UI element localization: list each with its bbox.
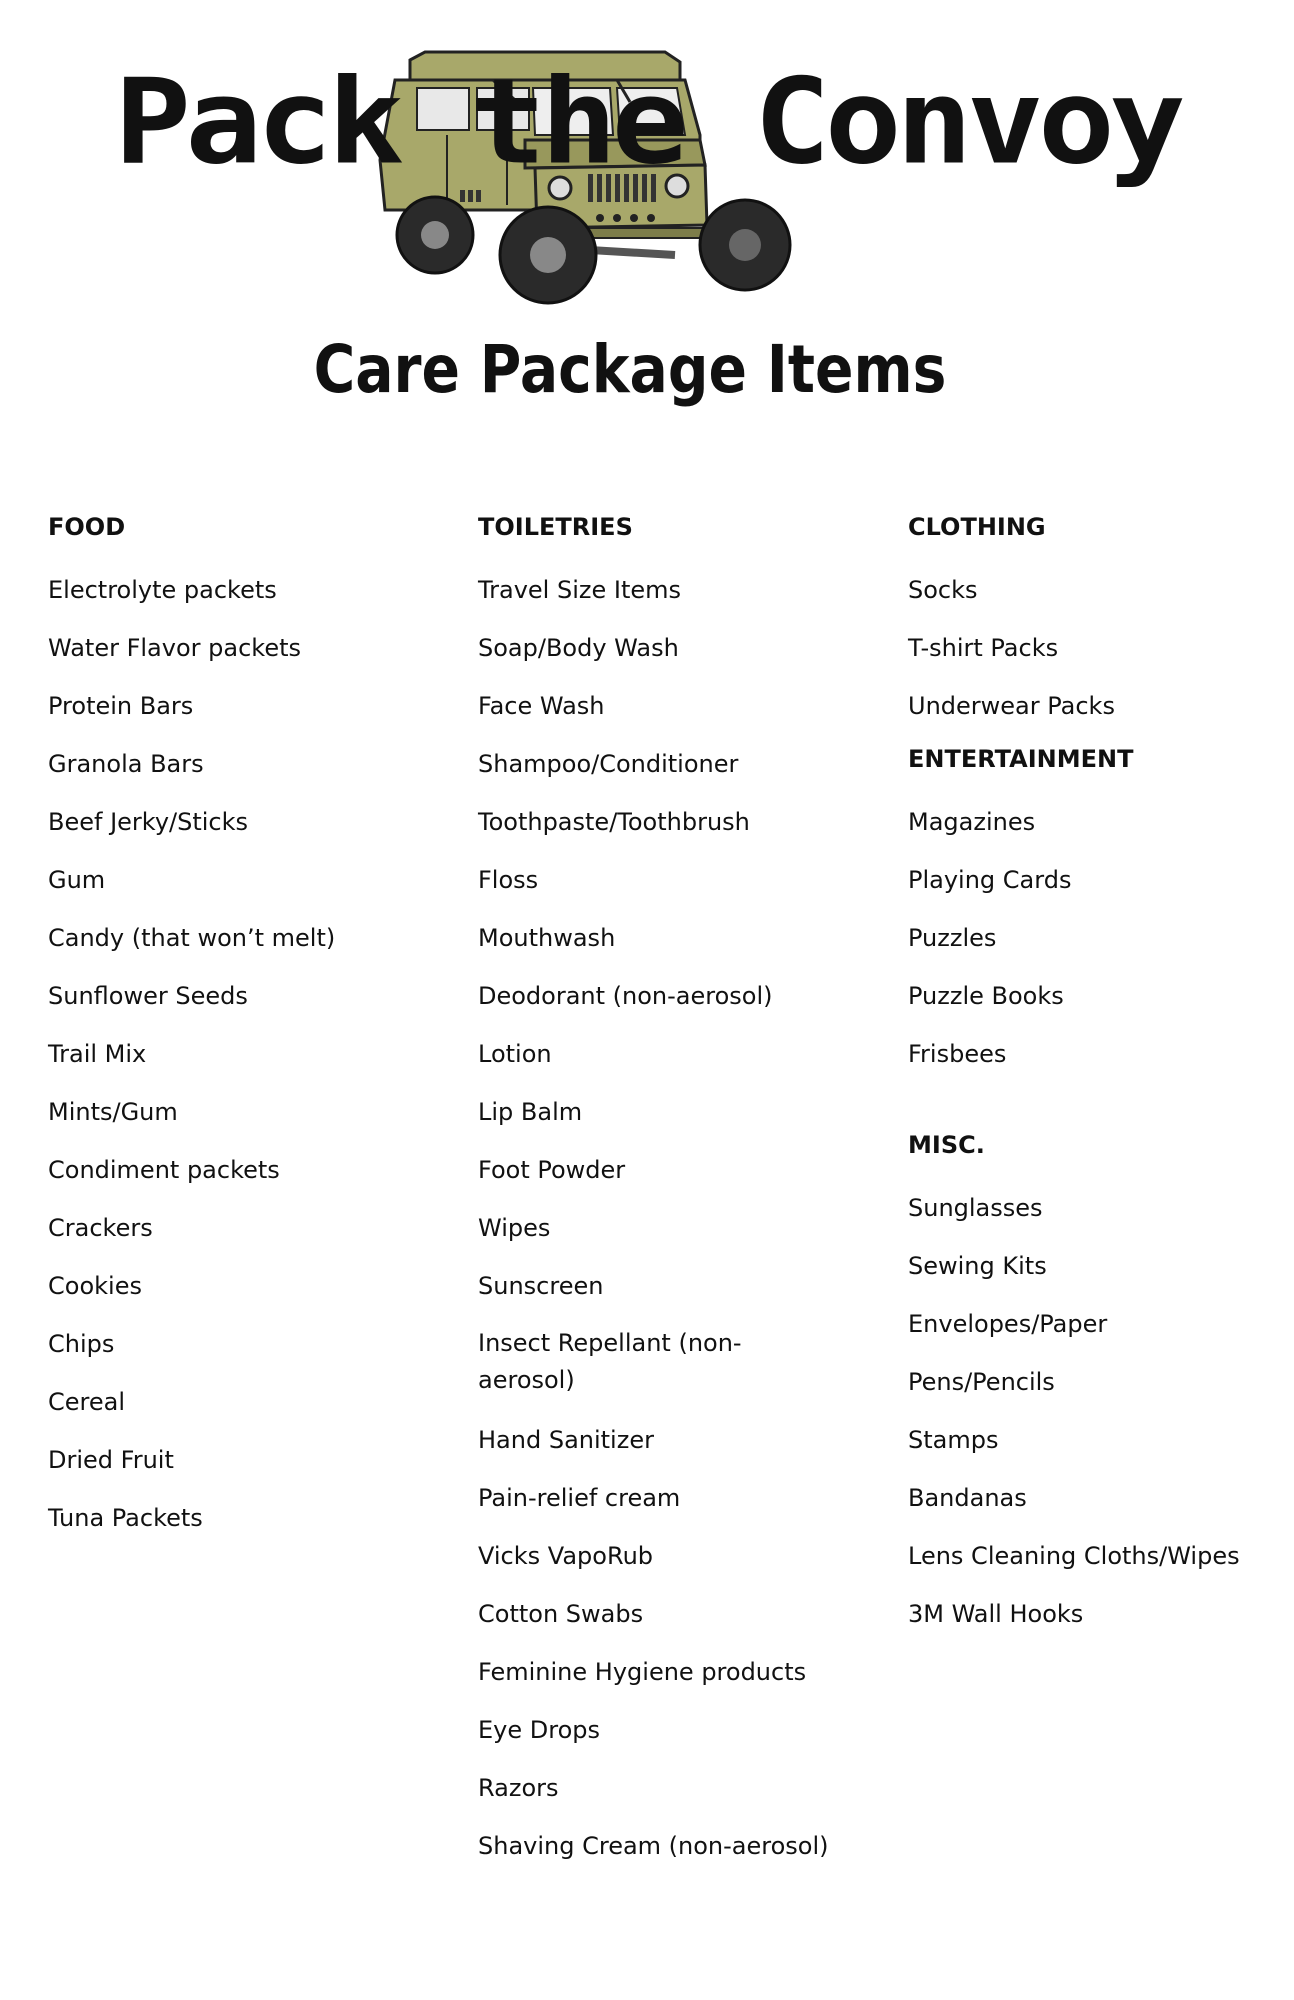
- list-item: Playing Cards: [908, 866, 1072, 894]
- list-item: Socks: [908, 576, 978, 604]
- list-item: Puzzles: [908, 924, 997, 952]
- list-item: Protein Bars: [48, 692, 194, 720]
- misc-heading: MISC.: [908, 1131, 985, 1159]
- toiletries-list: [478, 561, 878, 1875]
- list-item: Sewing Kits: [908, 1252, 1047, 1280]
- list-item: Cereal: [48, 1388, 126, 1416]
- entertainment-list: [908, 793, 1294, 1083]
- list-item: Underwear Packs: [908, 692, 1115, 720]
- list-item: Pens/Pencils: [908, 1368, 1055, 1396]
- list-item: Mouthwash: [478, 924, 616, 952]
- list-item: Trail Mix: [48, 1040, 147, 1068]
- list-item: Lip Balm: [478, 1098, 583, 1126]
- list-item: Pain-relief cream: [478, 1484, 681, 1512]
- list-item: Wipes: [478, 1214, 551, 1242]
- list-item: Insect Repellant (non-aerosol): [478, 1329, 742, 1394]
- list-item: Electrolyte packets: [48, 576, 277, 604]
- list-item: Floss: [478, 866, 539, 894]
- list-item: Crackers: [48, 1214, 153, 1242]
- list-item: Feminine Hygiene products: [478, 1658, 807, 1686]
- list-item: Bandanas: [908, 1484, 1027, 1512]
- list-item: Frisbees: [908, 1040, 1007, 1068]
- food-list: [48, 561, 448, 1547]
- list-item: Magazines: [908, 808, 1036, 836]
- list-item: Envelopes/Paper: [908, 1310, 1108, 1338]
- page-title: Pack the Convoy: [114, 54, 1180, 192]
- clothing-heading: CLOTHING: [908, 513, 1046, 541]
- list-item: Razors: [478, 1774, 559, 1802]
- list-item: Tuna Packets: [48, 1504, 203, 1532]
- toiletries-column: [478, 503, 878, 1875]
- list-item: Cookies: [48, 1272, 142, 1300]
- list-item: Foot Powder: [478, 1156, 626, 1184]
- list-item: Cotton Swabs: [478, 1600, 644, 1628]
- list-item: Toothpaste/Toothbrush: [478, 808, 750, 836]
- list-item: Shampoo/Conditioner: [478, 750, 739, 778]
- page-subtitle: Care Package Items: [313, 331, 947, 408]
- clothing-list: [908, 561, 1294, 735]
- toiletries-heading: TOILETRIES: [478, 513, 633, 541]
- list-item: Eye Drops: [478, 1716, 601, 1744]
- list-item: Sunscreen: [478, 1272, 604, 1300]
- entertainment-heading: ENTERTAINMENT: [908, 745, 1134, 773]
- list-item: Hand Sanitizer: [478, 1426, 654, 1454]
- list-item: Vicks VapoRub: [478, 1542, 654, 1570]
- page-header: [0, 0, 1294, 408]
- list-item: Lotion: [478, 1040, 552, 1068]
- list-item: Dried Fruit: [48, 1446, 174, 1474]
- list-item: Beef Jerky/Sticks: [48, 808, 249, 836]
- list-item: Stamps: [908, 1426, 999, 1454]
- list-item: Sunflower Seeds: [48, 982, 248, 1010]
- list-item: Water Flavor packets: [48, 634, 301, 662]
- right-column: [908, 503, 1294, 1643]
- list-item: Chips: [48, 1330, 115, 1358]
- list-item: Candy (that won’t melt): [48, 924, 336, 952]
- list-item: 3M Wall Hooks: [908, 1600, 1084, 1628]
- list-item: Puzzle Books: [908, 982, 1064, 1010]
- list-item: Sunglasses: [908, 1194, 1043, 1222]
- list-item: T-shirt Packs: [908, 634, 1059, 662]
- list-item: Soap/Body Wash: [478, 634, 679, 662]
- list-item: Lens Cleaning Cloths/Wipes: [908, 1542, 1240, 1570]
- food-column: [48, 503, 448, 1547]
- list-item: Condiment packets: [48, 1156, 280, 1184]
- list-item: Face Wash: [478, 692, 605, 720]
- section-spacer: [908, 1083, 1294, 1121]
- list-item: Gum: [48, 866, 106, 894]
- list-item: Deodorant (non-aerosol): [478, 982, 773, 1010]
- list-item: Travel Size Items: [478, 576, 682, 604]
- list-item: Mints/Gum: [48, 1098, 178, 1126]
- food-heading: FOOD: [48, 513, 126, 541]
- list-item: Shaving Cream (non-aerosol): [478, 1832, 829, 1860]
- list-item: Granola Bars: [48, 750, 204, 778]
- misc-list: [908, 1179, 1294, 1643]
